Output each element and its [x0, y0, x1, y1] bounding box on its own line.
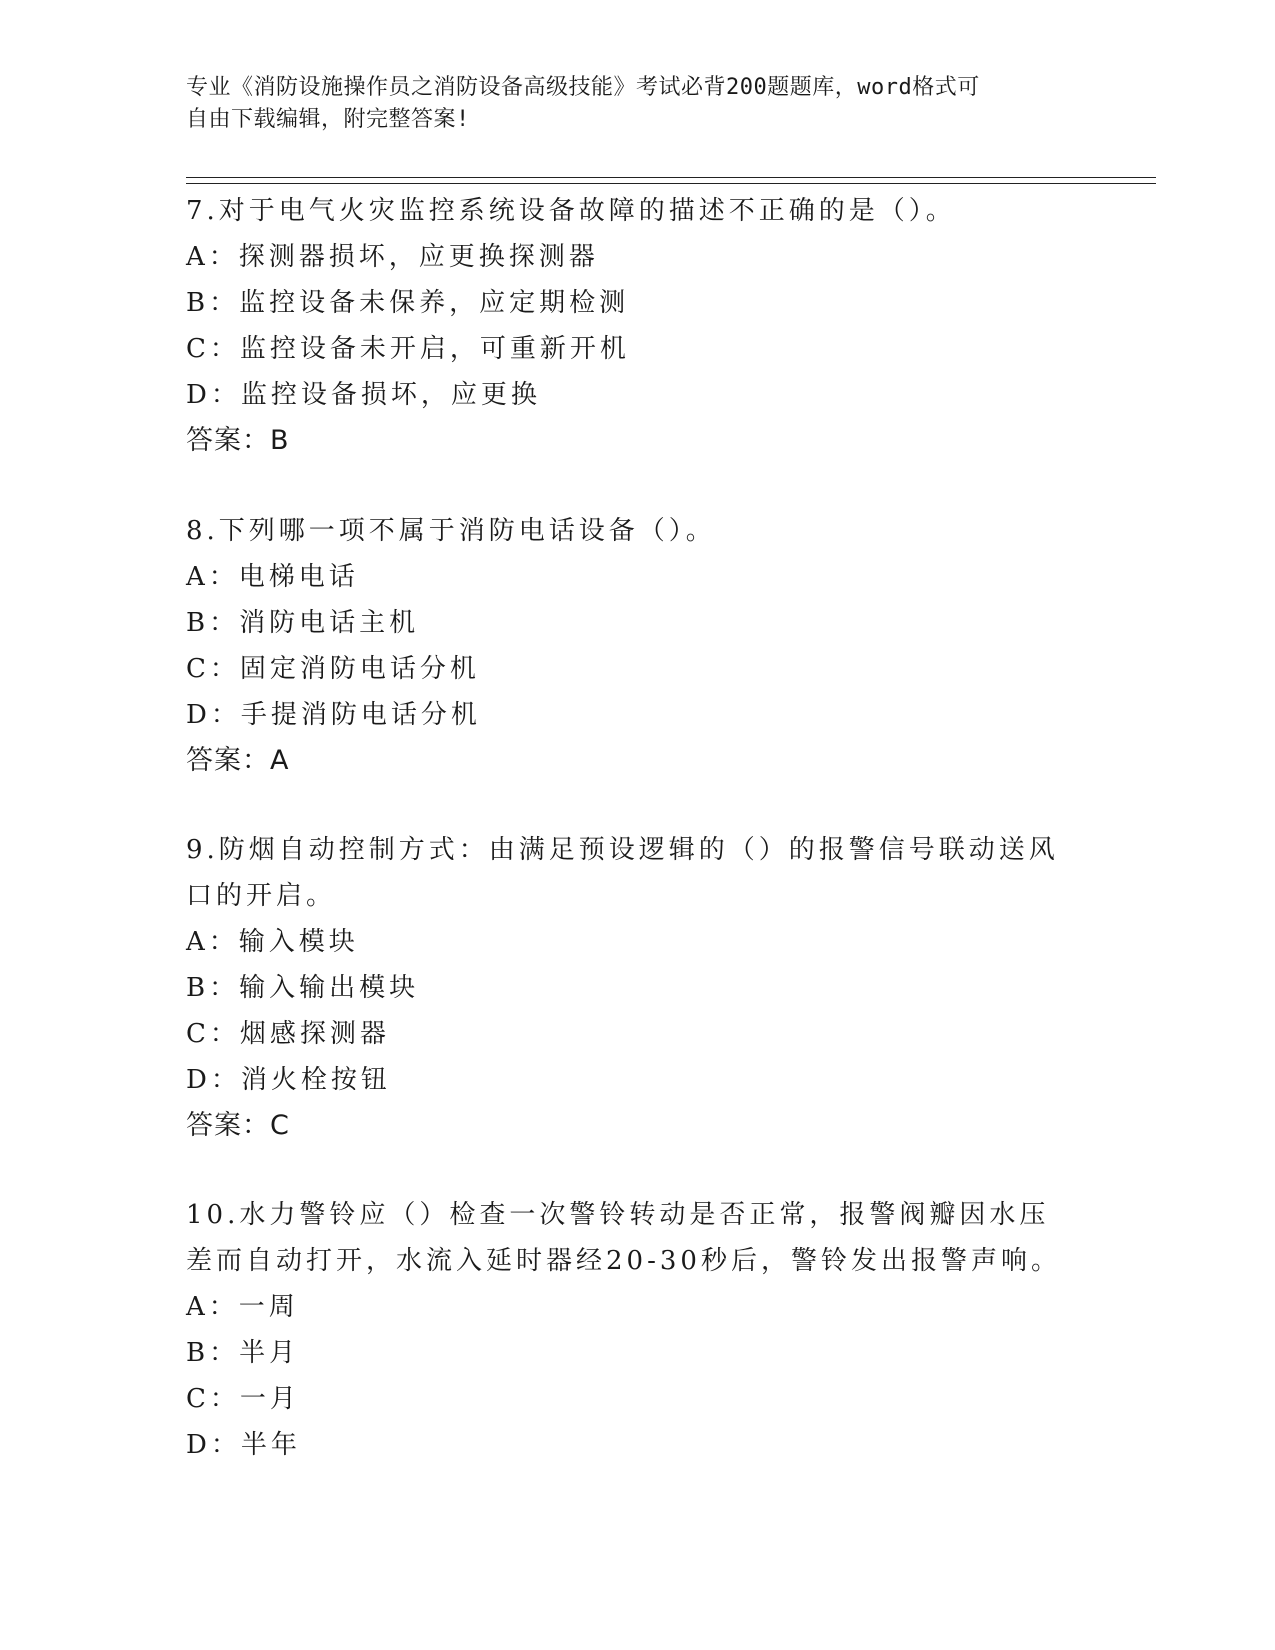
option-c: C：监控设备未开启，可重新开机	[186, 334, 630, 364]
answer-line: 答案：C	[186, 1110, 290, 1141]
option-b: B：监控设备未保养，应定期检测	[186, 288, 630, 318]
option-c: C：烟感探测器	[186, 1019, 390, 1049]
option-b: B：消防电话主机	[186, 608, 420, 638]
answer-line: 答案：A	[186, 745, 290, 776]
answer-line: 答案：B	[186, 425, 290, 456]
option-a: A：探测器损坏，应更换探测器	[186, 242, 599, 272]
question-9	[186, 827, 1086, 1149]
question-8	[186, 508, 1086, 784]
header-divider-top	[186, 177, 1156, 178]
header-divider-bottom	[186, 183, 1156, 184]
option-d: D：半年	[186, 1430, 301, 1460]
document-header	[186, 72, 1066, 136]
option-a: A：电梯电话	[186, 562, 359, 592]
option-a: A：输入模块	[186, 927, 359, 957]
question-10	[186, 1192, 1086, 1468]
question-stem: 7.对于电气火灾监控系统设备故障的描述不正确的是（）。	[186, 196, 956, 226]
option-c: C：固定消防电话分机	[186, 654, 480, 684]
question-7	[186, 188, 1086, 464]
question-stem: 10.水力警铃应（）检查一次警铃转动是否正常，报警阀瓣因水压差而自动打开，水流入延时器经20-30秒后，警铃发出报警声响。	[186, 1200, 1061, 1276]
header-line-2: 自由下载编辑，附完整答案!	[186, 107, 470, 132]
question-stem: 8.下列哪一项不属于消防电话设备（）。	[186, 516, 716, 546]
option-c: C：一月	[186, 1384, 300, 1414]
question-stem: 9.防烟自动控制方式：由满足预设逻辑的（）的报警信号联动送风口的开启。	[186, 835, 1059, 911]
option-a: A：一周	[186, 1292, 299, 1322]
option-d: D：消火栓按钮	[186, 1065, 391, 1095]
option-d: D：手提消防电话分机	[186, 700, 481, 730]
option-b: B：输入输出模块	[186, 973, 420, 1003]
option-d: D：监控设备损坏，应更换	[186, 380, 541, 410]
option-b: B：半月	[186, 1338, 300, 1368]
header-line-1: 专业《消防设施操作员之消防设备高级技能》考试必背200题题库，word格式可	[186, 75, 980, 100]
